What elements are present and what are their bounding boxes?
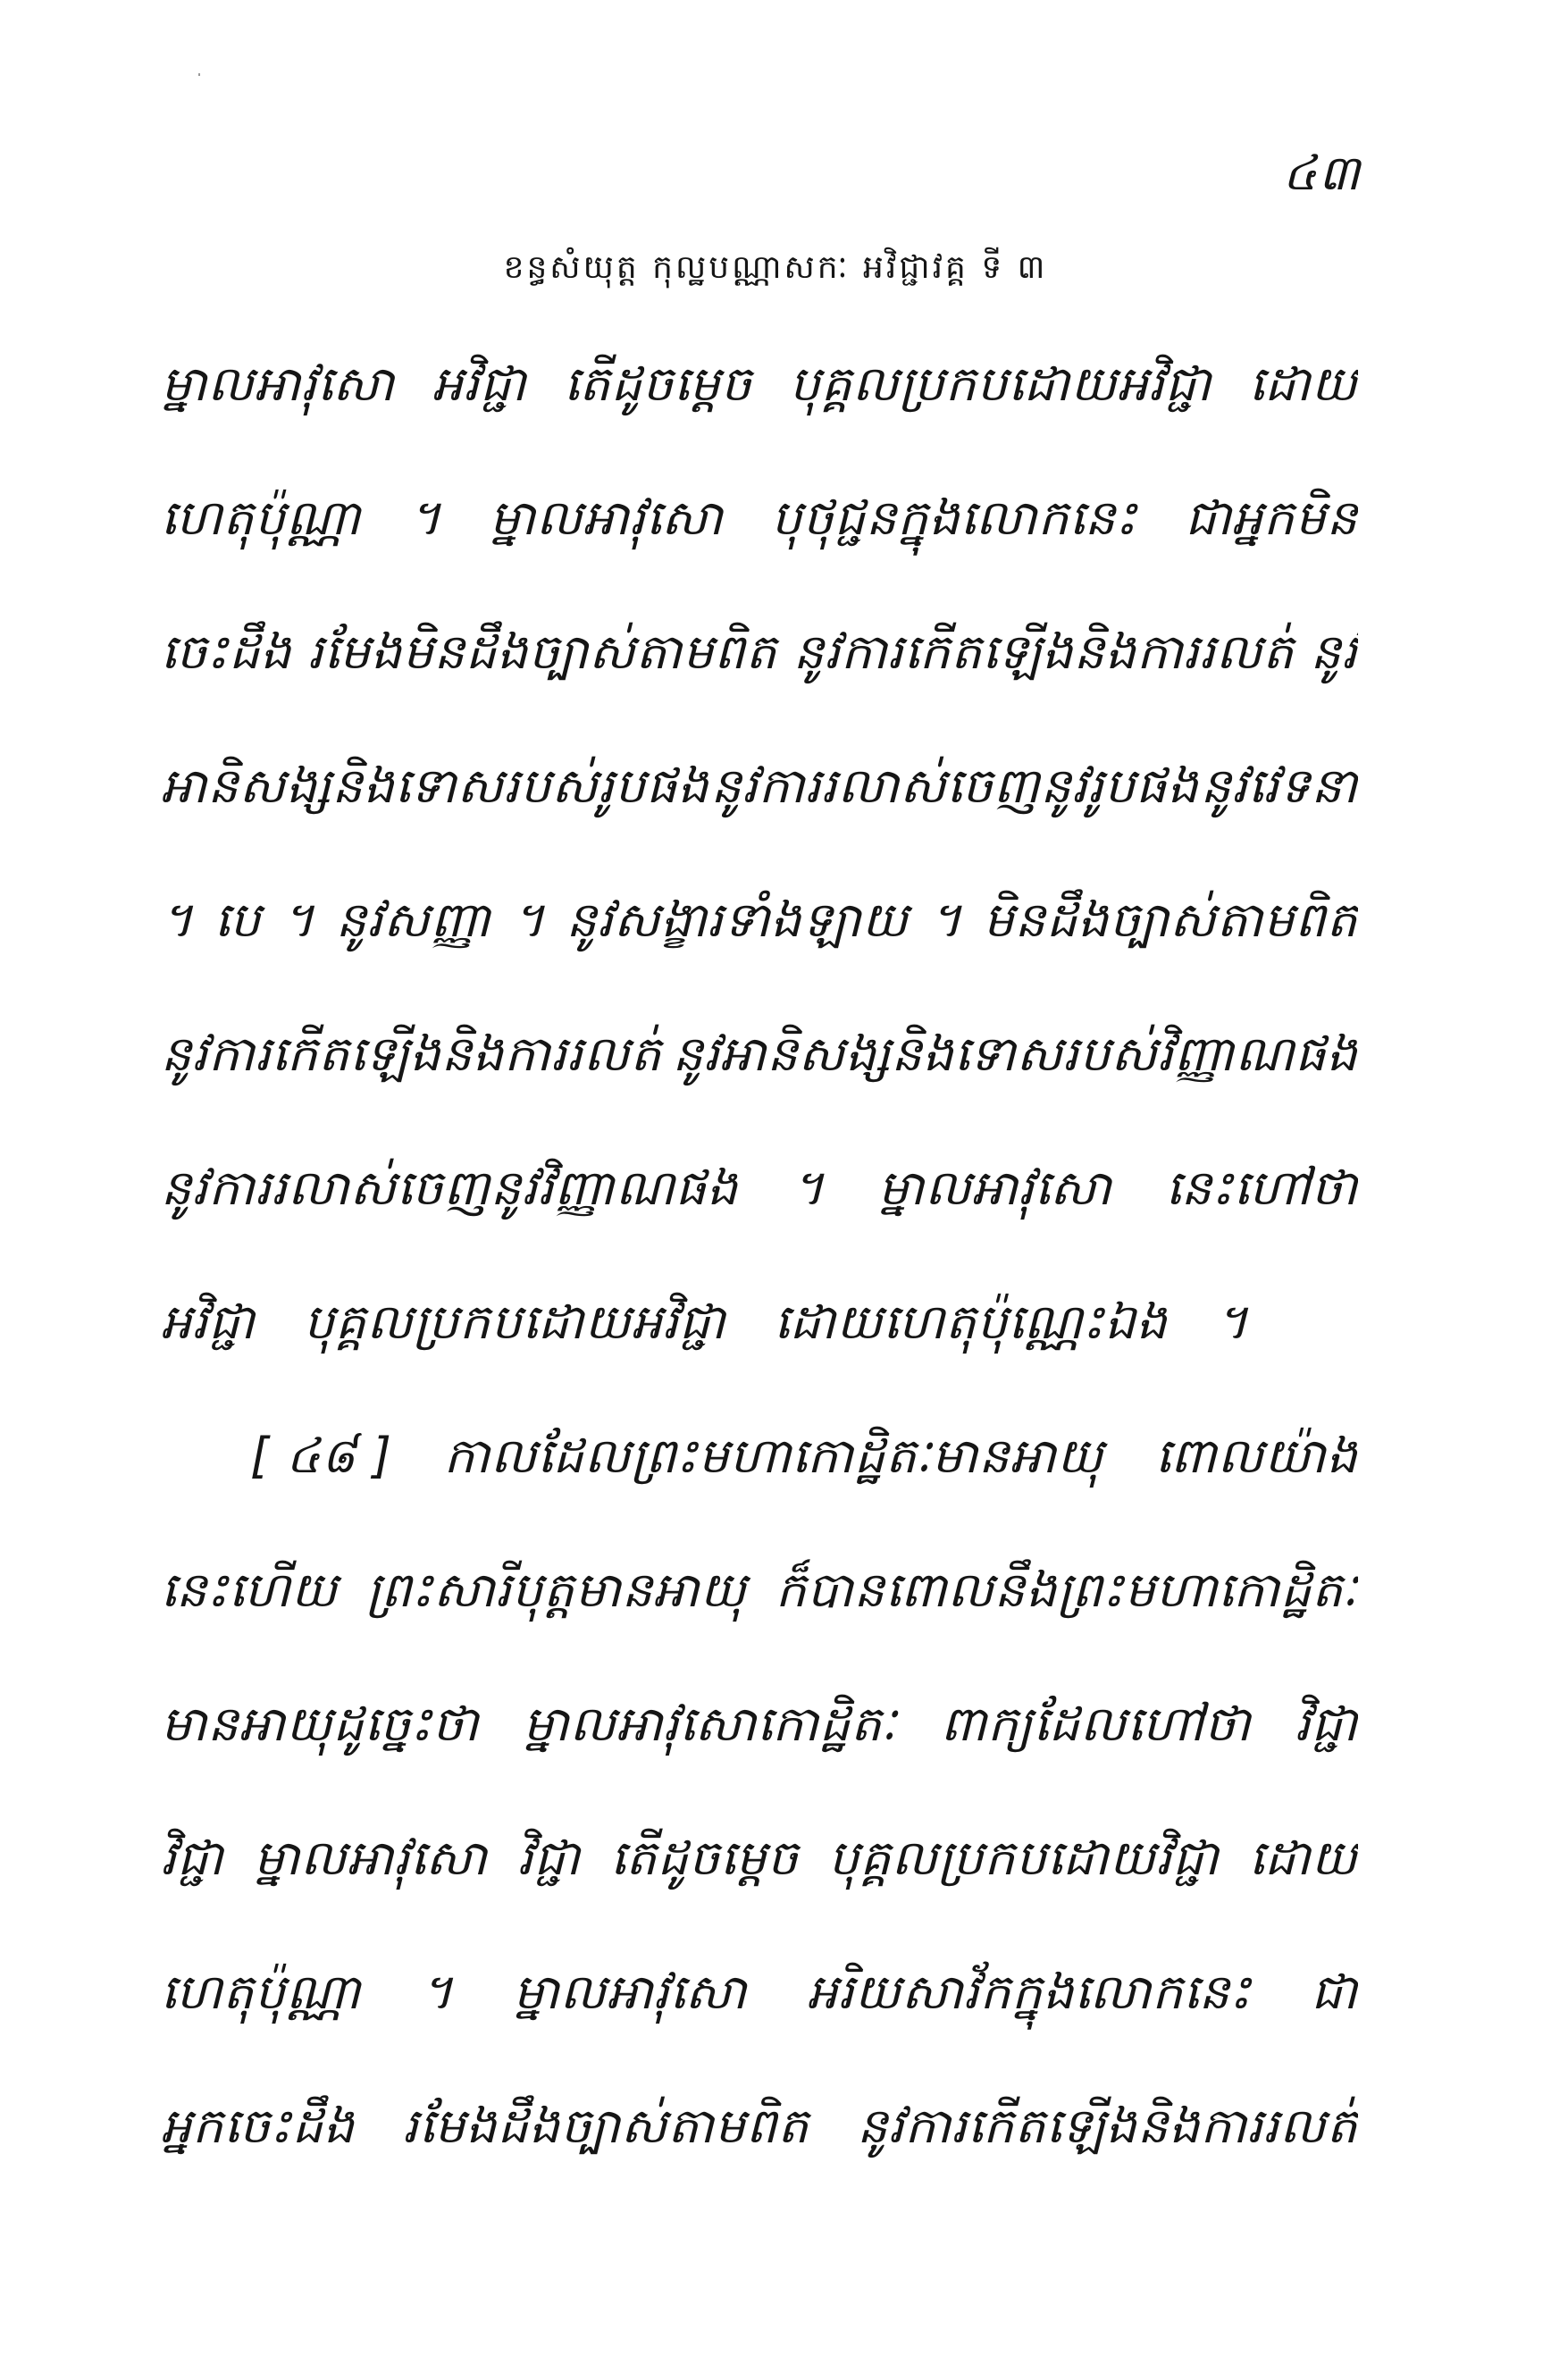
text-word: មិនដឹងច្បាស់តាមពិត bbox=[983, 892, 1358, 948]
text-word: នូវការរលាស់ចេញនូវរូបផង bbox=[710, 758, 1199, 814]
text-word: បុថុជ្ជនក្នុងលោកនេះ bbox=[771, 490, 1138, 546]
text-word: ជាអ្នកមិន bbox=[1185, 490, 1358, 546]
text-line bbox=[161, 473, 1358, 608]
scan-speck bbox=[198, 73, 200, 76]
text-word: [ ៤៨ ] bbox=[250, 1428, 392, 1484]
text-word: វិជ្ជា bbox=[517, 1830, 581, 1886]
text-word: នូវសង្ខារទាំងឡាយ bbox=[566, 892, 910, 948]
text-word: ។ bbox=[512, 892, 546, 948]
text-word: ហេតុប៉ុណ្ណា bbox=[161, 1964, 362, 2020]
text-word: នូវវេទនា bbox=[1200, 758, 1358, 814]
running-header: ខន្ធសំយុត្ត កុល្ឋបណ្ណាសកៈ អវិជ្ជាវគ្គ ទី ៣ bbox=[503, 249, 1048, 286]
text-word: នូវអានិសង្សនិងទោសរបស់វិញ្ញាណផង bbox=[672, 1026, 1358, 1082]
text-word: កាលដែលព្រះមហាកោដ្ឋិតៈមានអាយុ bbox=[443, 1428, 1104, 1484]
text-word: បេ bbox=[214, 892, 262, 948]
text-word: វិជ្ជា bbox=[161, 1830, 224, 1886]
text-word: បុគ្គលប្រកបដោយវិជ្ជា bbox=[828, 1830, 1220, 1886]
text-word: តើដូចម្តេច bbox=[610, 1830, 799, 1886]
text-word: ម្នាលអាវុសោ bbox=[877, 1160, 1112, 1216]
text-line bbox=[161, 876, 1358, 1010]
text-word: នូវសញ្ញា bbox=[335, 892, 492, 948]
text-line bbox=[161, 339, 1358, 473]
text-word: ។ bbox=[792, 1160, 825, 1216]
text-line bbox=[161, 608, 1358, 742]
text-line bbox=[161, 1278, 1358, 1412]
text-word: នេះហើយ bbox=[161, 1562, 339, 1618]
text-word: តើដូចម្តេច bbox=[564, 356, 752, 412]
text-word: ក៏បានពោលនឹងព្រះមហាកោដ្ឋិតៈ bbox=[775, 1562, 1358, 1618]
text-word: ដោយហេតុប៉ុណ្ណេះឯង bbox=[774, 1294, 1168, 1350]
text-word: ។ bbox=[420, 1964, 454, 2020]
text-word: ម្នាលអាវុសោកោដ្ឋិតៈ bbox=[523, 1696, 897, 1752]
text-word: ។ bbox=[161, 892, 194, 948]
text-word: ម្នាលអាវុសោ bbox=[489, 490, 724, 546]
text-word: ជា bbox=[1311, 1964, 1358, 2020]
text-word: រមែងដឹងច្បាស់តាមពិត bbox=[402, 2098, 809, 2154]
text-word: អរិយសាវ័កក្នុងលោកនេះ bbox=[807, 1964, 1252, 2020]
text-line bbox=[161, 1680, 1358, 1814]
text-word: អវិជ្ជា bbox=[161, 1294, 256, 1350]
text-word: ដោយ bbox=[1249, 356, 1358, 412]
text-word: ម្នាលអាវុសោ bbox=[161, 356, 396, 412]
text-word: នូវការកើតឡើងនិងការរលត់ bbox=[161, 1026, 662, 1082]
body-text bbox=[161, 339, 1358, 2216]
text-line bbox=[161, 1948, 1358, 2082]
text-word: បុគ្គលប្រកបដោយអវិជ្ជា bbox=[303, 1294, 726, 1350]
text-word: ម្នាលអាវុសោ bbox=[513, 1964, 748, 2020]
text-word: ម្នាលអាវុសោ bbox=[253, 1830, 488, 1886]
text-word: ។ bbox=[929, 892, 963, 948]
text-word: អ្នកចេះដឹង bbox=[161, 2098, 356, 2154]
text-word: រមែងមិនដឹងច្បាស់តាមពិត bbox=[307, 624, 777, 680]
text-line bbox=[161, 1412, 1358, 1546]
text-line bbox=[161, 1144, 1358, 1278]
text-word: នូវការរលាស់ចេញនូវវិញ្ញាណផង bbox=[161, 1160, 739, 1216]
text-line bbox=[161, 742, 1358, 876]
text-word: ពាក្យដែលហៅថា bbox=[940, 1696, 1252, 1752]
text-line bbox=[161, 1814, 1358, 1948]
text-word: នេះហៅថា bbox=[1165, 1160, 1358, 1216]
text-word: វិជ្ជា bbox=[1295, 1696, 1358, 1752]
text-word: អានិសង្សនិងទោសរបស់រូបផង bbox=[161, 758, 709, 814]
text-word: ។ bbox=[408, 490, 442, 546]
text-line bbox=[161, 1546, 1358, 1680]
text-word: នូវការកើតឡើងនិងការរលត់ bbox=[792, 624, 1295, 680]
text-word: ដោយ bbox=[1248, 1830, 1358, 1886]
page-number: ៤៣ bbox=[1282, 145, 1362, 201]
text-word: បុគ្គលប្រកបដោយអវិជ្ជា bbox=[789, 356, 1212, 412]
text-word: ។ bbox=[1215, 1294, 1249, 1350]
text-word: នូវ bbox=[1310, 624, 1358, 680]
text-line bbox=[161, 2082, 1358, 2216]
text-word: ពោលយ៉ាង bbox=[1155, 1428, 1358, 1484]
text-word: ចេះដឹង bbox=[161, 624, 292, 680]
text-word: អវិជ្ជា bbox=[432, 356, 527, 412]
text-word: មានអាយុដូច្នេះថា bbox=[161, 1696, 480, 1752]
text-word: ហេតុប៉ុណ្ណា bbox=[161, 490, 362, 546]
text-word: ព្រះសារីបុត្តមានអាយុ bbox=[366, 1562, 747, 1618]
text-word: ។ bbox=[281, 892, 315, 948]
text-line bbox=[161, 1010, 1358, 1144]
text-word: នូវការកើតឡើងនិងការរលត់ bbox=[857, 2098, 1358, 2154]
